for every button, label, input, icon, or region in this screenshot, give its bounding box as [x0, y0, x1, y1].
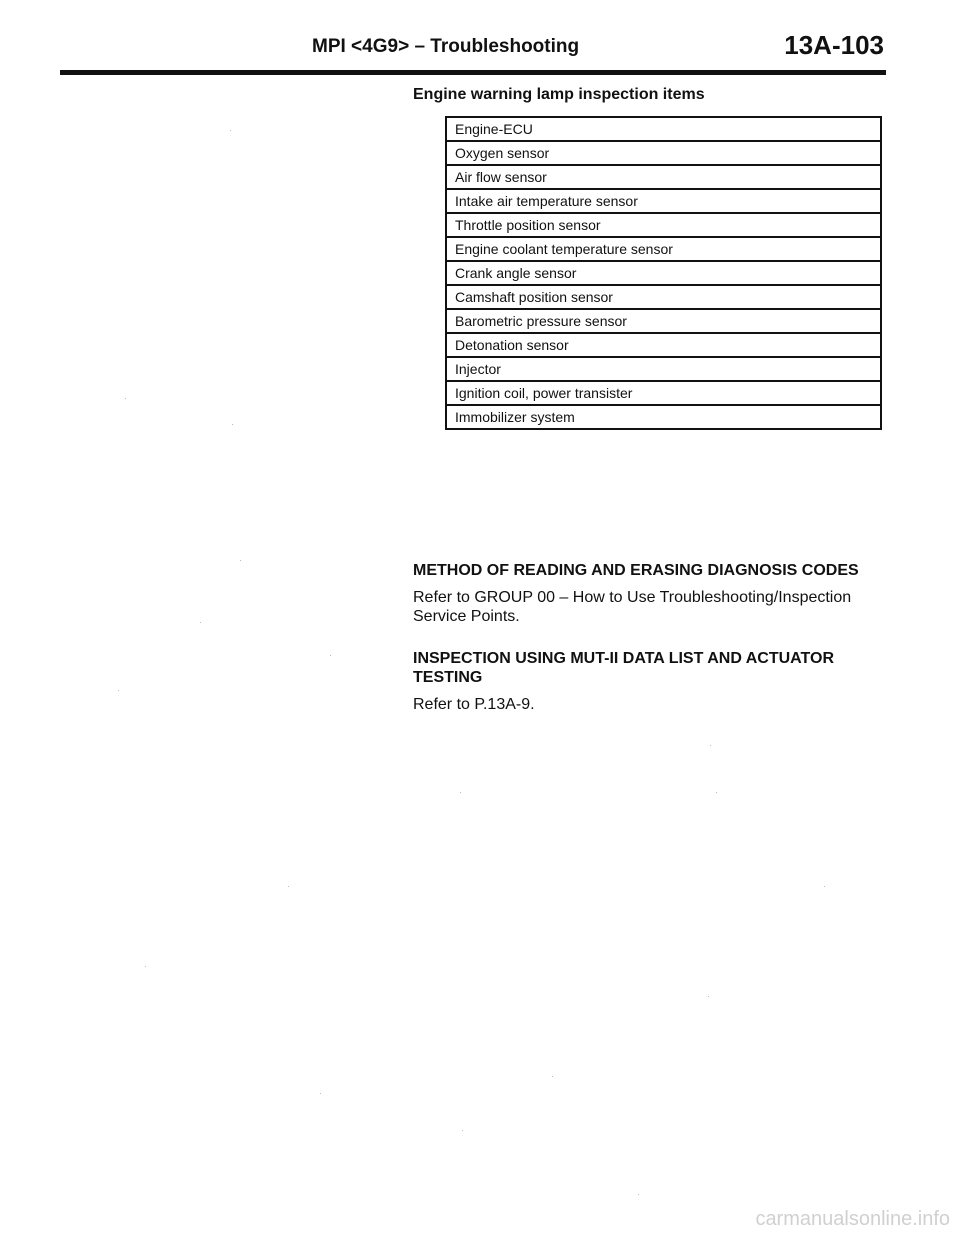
mut-body: Refer to P.13A-9. — [413, 696, 535, 713]
table-cell: Air flow sensor — [446, 165, 881, 189]
table-cell: Crank angle sensor — [446, 261, 881, 285]
table-row — [446, 189, 881, 213]
page-number: 13A-103 — [784, 30, 884, 60]
table-cell: Ignition coil, power transister — [446, 381, 881, 405]
table-row — [446, 333, 881, 357]
mut-heading: INSPECTION USING MUT-II DATA LIST AND ACTUATOR TESTING — [413, 650, 835, 686]
table-cell: Detonation sensor — [446, 333, 881, 357]
table-row — [446, 237, 881, 261]
watermark: carmanualsonline.info — [755, 1208, 950, 1230]
table-row — [446, 381, 881, 405]
method-section — [413, 561, 893, 626]
table-row — [446, 285, 881, 309]
mut-section — [413, 649, 893, 714]
header-title: MPI <4G9> – Troubleshooting — [312, 36, 580, 57]
table-row — [446, 309, 881, 333]
table-cell: Engine coolant temperature sensor — [446, 237, 881, 261]
table-row — [446, 117, 881, 141]
table-cell: Oxygen sensor — [446, 141, 881, 165]
table-cell: Injector — [446, 357, 881, 381]
table-row — [446, 141, 881, 165]
method-body: Refer to GROUP 00 – How to Use Troubleshooting/Inspection Service Points. — [413, 589, 852, 625]
table-row — [446, 405, 881, 429]
table-cell: Barometric pressure sensor — [446, 309, 881, 333]
table-cell: Intake air temperature sensor — [446, 189, 881, 213]
page-header — [60, 30, 886, 75]
table-cell: Engine-ECU — [446, 117, 881, 141]
table-row — [446, 165, 881, 189]
table-cell: Immobilizer system — [446, 405, 881, 429]
table-row — [446, 213, 881, 237]
table-row — [446, 261, 881, 285]
method-heading: METHOD OF READING AND ERASING DIAGNOSIS CODES — [413, 562, 859, 579]
table-cell: Camshaft position sensor — [446, 285, 881, 309]
table-row — [446, 357, 881, 381]
inspection-items-title: Engine warning lamp inspection items — [413, 86, 705, 103]
inspection-items-table — [445, 116, 882, 430]
table-cell: Throttle position sensor — [446, 213, 881, 237]
